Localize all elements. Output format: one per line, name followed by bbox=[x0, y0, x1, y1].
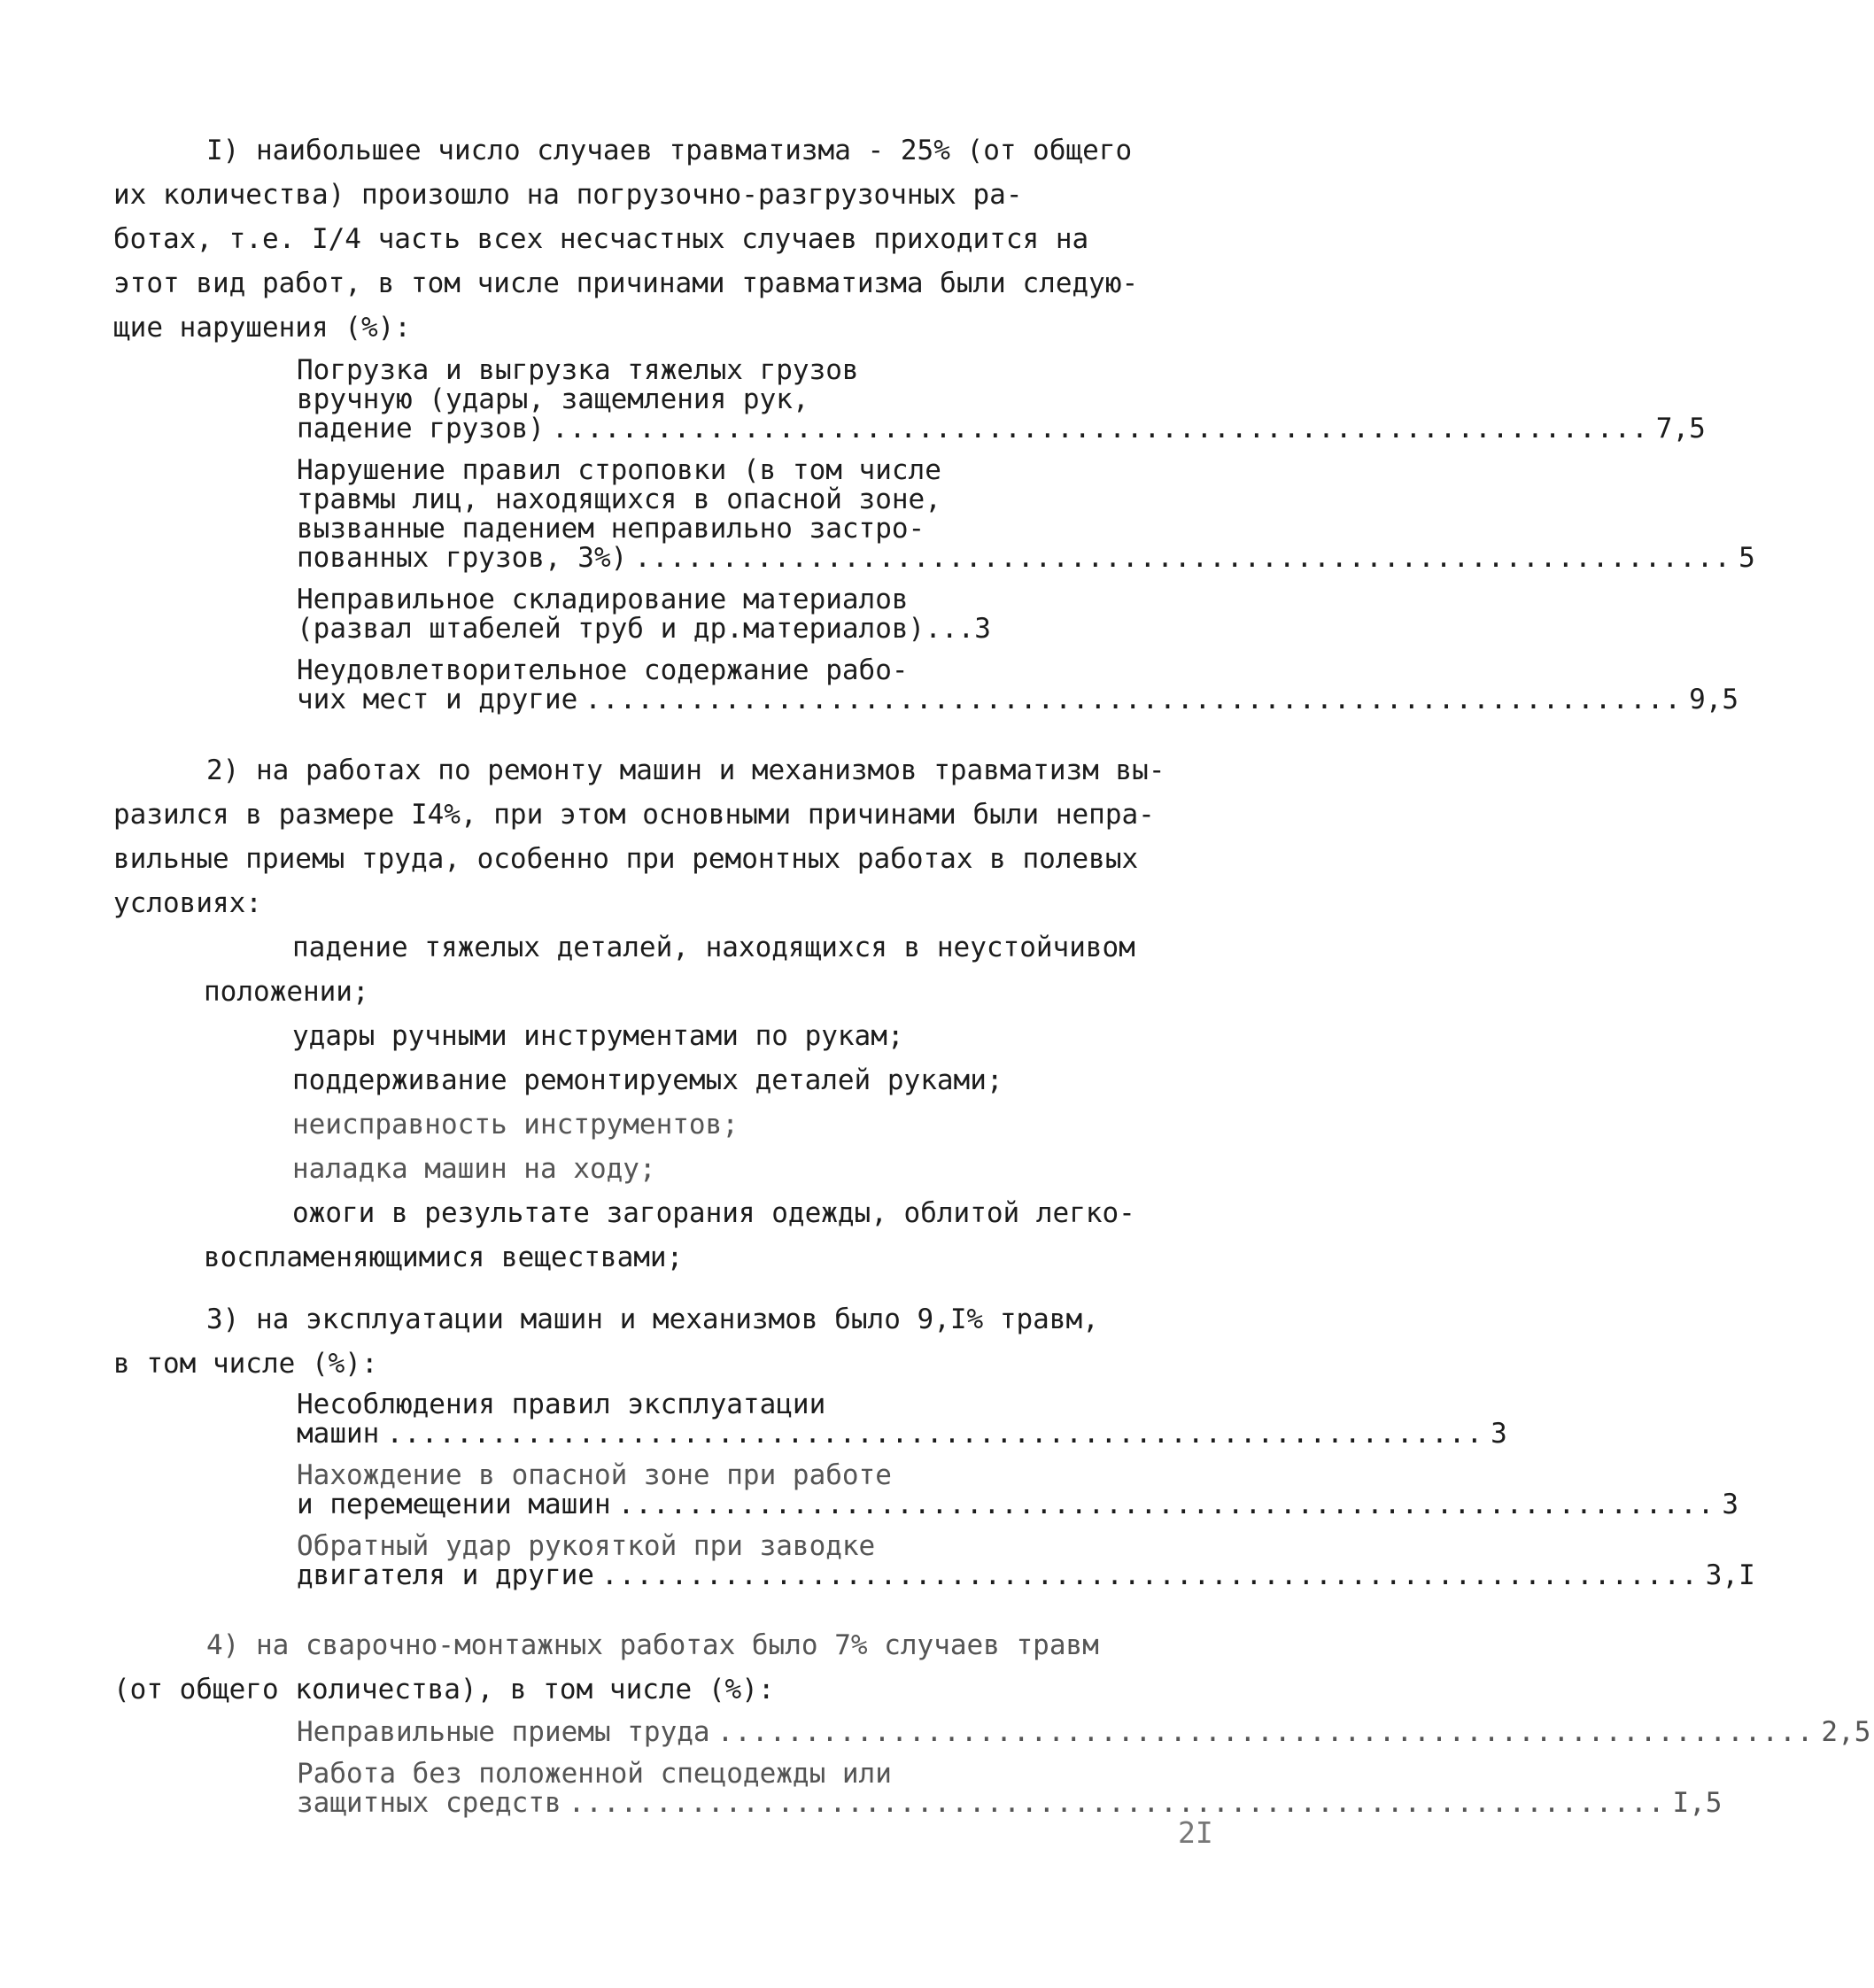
violations-list-1 bbox=[297, 354, 1755, 727]
paragraph-line: вильные приемы труда, особенно при ремонтных работах в полевых bbox=[113, 843, 1139, 875]
item-line: машин bbox=[297, 1418, 380, 1450]
item-value: 3 bbox=[974, 613, 991, 645]
item-line: Неправильное складирование материалов bbox=[297, 584, 909, 615]
item-line: Погрузка и выгрузка тяжелых грузов bbox=[297, 354, 859, 386]
item-value: 5 bbox=[1738, 542, 1755, 574]
paragraph-line: 2) на работах по ремонту машин и механизмов травматизм вы- bbox=[206, 754, 1165, 786]
item-line: защитных средств bbox=[297, 1787, 561, 1819]
paragraph-line: этот вид работ, в том числе причинами травматизма были следую- bbox=[113, 267, 1139, 299]
list-item bbox=[297, 654, 1739, 716]
cause-line: воспламеняющимися веществами; bbox=[204, 1242, 684, 1273]
paragraph-line: (от общего количества), в том числе (%): bbox=[113, 1674, 775, 1706]
page-number: 2I bbox=[1178, 1815, 1213, 1850]
causes-list bbox=[204, 925, 1249, 1280]
item-value: 9,5 bbox=[1689, 684, 1739, 716]
cause-line: наладка машин на ходу; bbox=[292, 1153, 656, 1185]
paragraph-1 bbox=[113, 128, 1256, 350]
paragraph-line: 4) на сварочно-монтажных работах было 7% случаев травм bbox=[206, 1629, 1099, 1661]
paragraph-4 bbox=[113, 1623, 1256, 1712]
leader-dots: ............................................................... bbox=[634, 542, 1732, 574]
item-line: Работа без положенной спецодежды или bbox=[297, 1758, 892, 1790]
cause-line: неисправность инструментов; bbox=[292, 1109, 739, 1141]
item-line: травмы лиц, находящихся в опасной зоне, bbox=[297, 483, 941, 515]
list-item bbox=[297, 1530, 1755, 1591]
leader-dots: ............................................................... bbox=[386, 1418, 1484, 1450]
leader-dots: ............................................................... bbox=[600, 1559, 1699, 1591]
paragraph-3 bbox=[113, 1297, 1256, 1386]
paragraph-line: разился в размере I4%, при этом основными причинами были непра- bbox=[113, 799, 1155, 831]
leader-dots: ............................................................... bbox=[568, 1787, 1666, 1819]
paragraph-line: их количества) произошло на погрузочно-разгрузочных ра- bbox=[113, 179, 1023, 211]
item-line: Неудовлетворительное содержание рабо- bbox=[297, 654, 909, 686]
list-item bbox=[297, 1758, 1723, 1819]
item-value: 2,5 bbox=[1821, 1716, 1871, 1748]
paragraph-line: I) наибольшее число случаев травматизма - 25% (от общего bbox=[206, 135, 1133, 166]
list-item bbox=[297, 1716, 1871, 1748]
item-line: Неправильные приемы труда bbox=[297, 1716, 710, 1748]
item-line: падение грузов) bbox=[297, 413, 545, 445]
item-line: вызванные падением неправильно застро- bbox=[297, 513, 925, 545]
violations-list-4 bbox=[297, 1716, 1871, 1830]
item-line: Обратный удар рукояткой при заводке bbox=[297, 1530, 876, 1562]
list-item bbox=[297, 585, 1182, 644]
cause-line: ожоги в результате загорания одежды, облитой легко- bbox=[292, 1197, 1135, 1229]
list-item bbox=[297, 354, 1706, 445]
cause-line: падение тяжелых деталей, находящихся в неустойчивом bbox=[292, 932, 1135, 963]
paragraph-line: ботах, т.е. I/4 часть всех несчастных случаев приходится на bbox=[113, 223, 1089, 255]
paragraph-line: 3) на эксплуатации машин и механизмов было 9,I% травм, bbox=[206, 1303, 1099, 1335]
cause-line: поддерживание ремонтируемых деталей руками; bbox=[292, 1064, 1003, 1096]
item-line: и перемещении машин bbox=[297, 1489, 611, 1520]
list-item bbox=[297, 1389, 1507, 1450]
item-line: чих мест и другие bbox=[297, 684, 578, 716]
paragraph-line: в том числе (%): bbox=[113, 1348, 378, 1380]
leader-dots: ............................................................... bbox=[716, 1716, 1815, 1748]
list-item bbox=[297, 454, 1755, 574]
item-line: вручную (удары, защемления рук, bbox=[297, 383, 809, 415]
leader-dots: ............................................................... bbox=[617, 1489, 1715, 1520]
violations-list-3 bbox=[297, 1389, 1755, 1603]
item-value: 3 bbox=[1491, 1418, 1507, 1450]
item-line: двигателя и другие bbox=[297, 1559, 594, 1591]
cause-line: положении; bbox=[204, 976, 369, 1008]
leader-dots: ............................................................... bbox=[585, 684, 1683, 716]
paragraph-2 bbox=[113, 748, 1256, 925]
paragraph-line: условиях: bbox=[113, 887, 262, 919]
item-value: 3 bbox=[1722, 1489, 1739, 1520]
item-line: Нахождение в опасной зоне при работе bbox=[297, 1459, 892, 1491]
item-line: (развал штабелей труб и др.материалов)... bbox=[297, 613, 975, 645]
item-line: Несоблюдения правил эксплуатации bbox=[297, 1389, 826, 1420]
item-line: Нарушение правил строповки (в том числе bbox=[297, 454, 941, 486]
cause-line: удары ручными инструментами по рукам; bbox=[292, 1020, 904, 1052]
item-value: I,5 bbox=[1672, 1787, 1723, 1819]
leader-dots: ............................................................... bbox=[551, 413, 1649, 445]
paragraph-line: щие нарушения (%): bbox=[113, 312, 411, 344]
item-value: 7,5 bbox=[1655, 413, 1706, 445]
item-line: пованных грузов, 3%) bbox=[297, 542, 628, 574]
item-value: 3,I bbox=[1705, 1559, 1755, 1591]
list-item bbox=[297, 1459, 1739, 1520]
